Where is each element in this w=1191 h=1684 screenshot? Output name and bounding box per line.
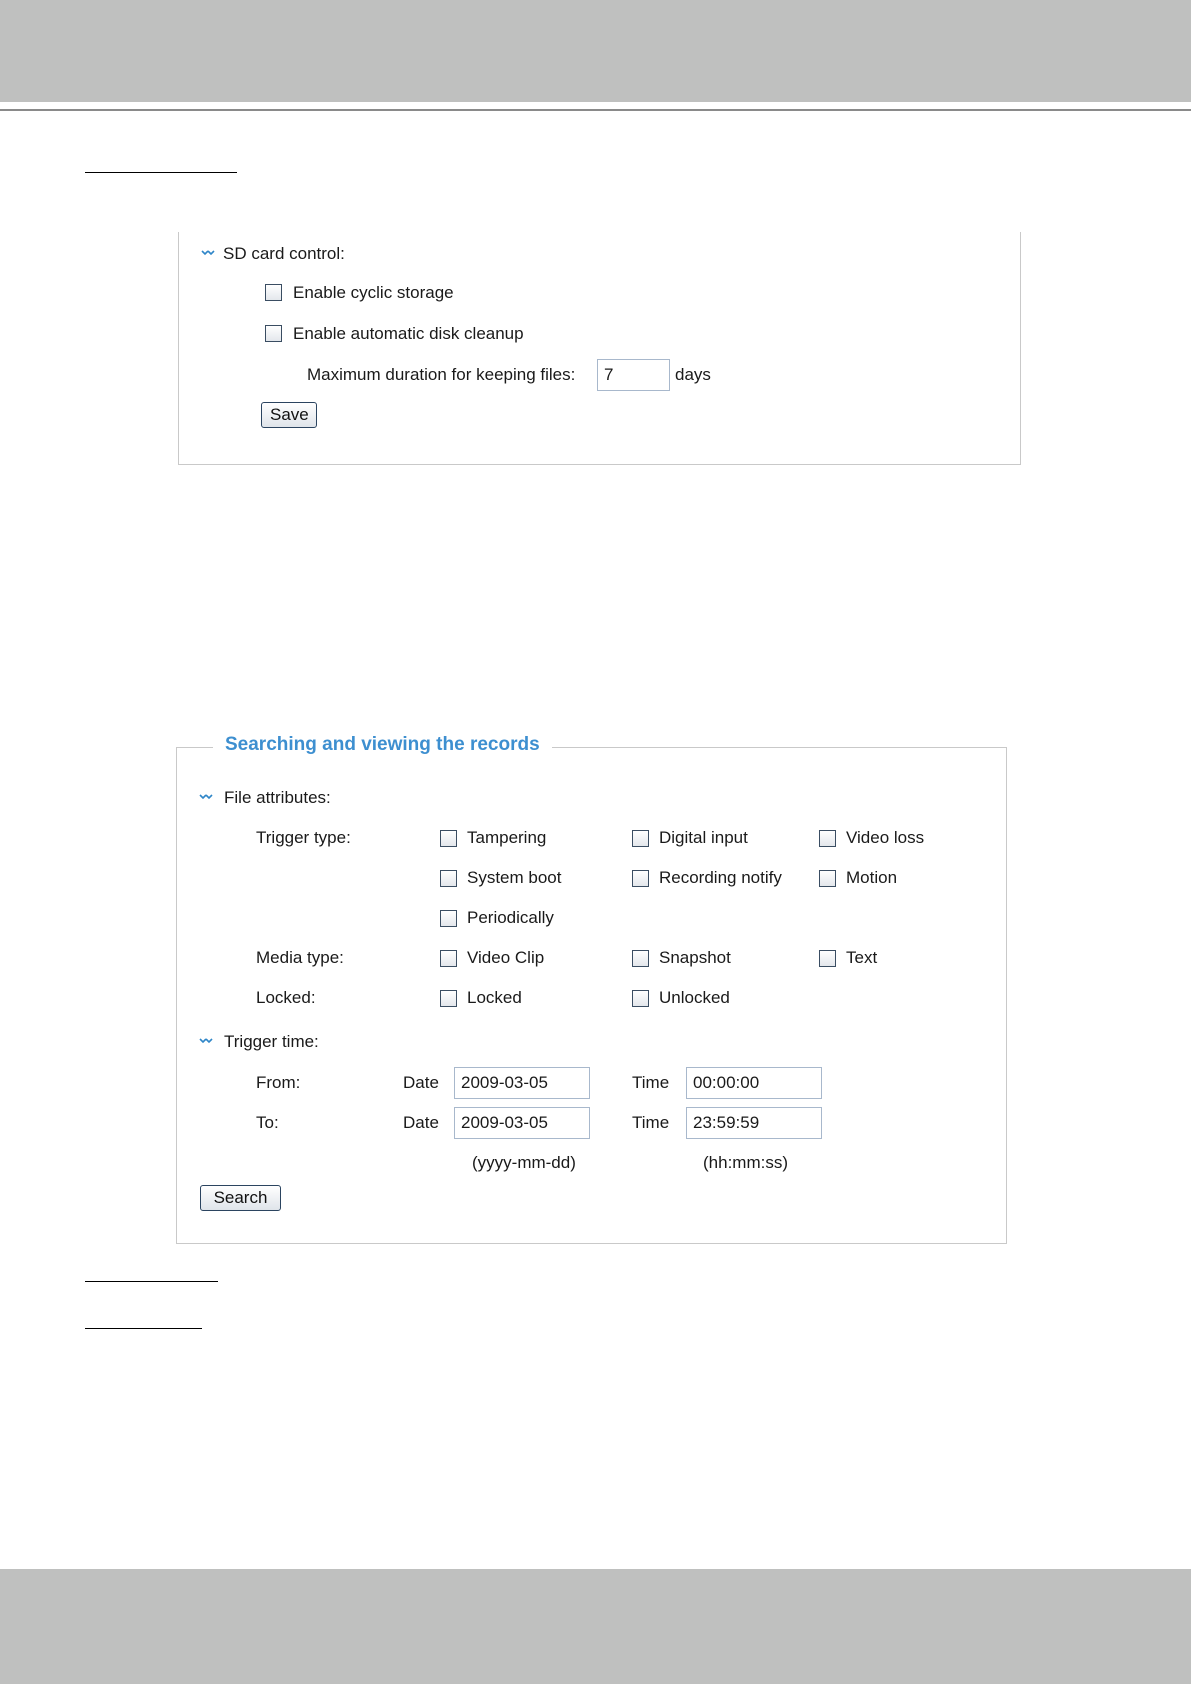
time-format-hint: (hh:mm:ss)	[703, 1153, 788, 1172]
enable-cyclic-storage-checkbox[interactable]	[265, 284, 282, 301]
from-time-input[interactable]	[686, 1067, 822, 1099]
enable-disk-cleanup-checkbox[interactable]	[265, 325, 282, 342]
text-label: Text	[846, 948, 878, 967]
video-loss-checkbox[interactable]	[819, 830, 836, 847]
double-chevron-down-icon	[199, 1037, 213, 1047]
from-date-label: Date	[403, 1073, 439, 1092]
recording-notify-checkbox[interactable]	[632, 870, 649, 887]
enable-disk-cleanup-label: Enable automatic disk cleanup	[293, 324, 524, 343]
from-label: From:	[256, 1073, 301, 1092]
text-checkbox[interactable]	[819, 950, 836, 967]
max-duration-label: Maximum duration for keeping files:	[307, 365, 576, 384]
locked-checkbox[interactable]	[440, 990, 457, 1007]
tampering-label: Tampering	[467, 828, 547, 847]
media-type-label: Media type:	[256, 948, 344, 967]
sd-card-control-panel	[178, 232, 1021, 465]
video-clip-checkbox[interactable]	[440, 950, 457, 967]
system-boot-label: System boot	[467, 868, 562, 887]
recording-notify-label: Recording notify	[659, 868, 782, 887]
heading-underline-2	[85, 1281, 218, 1282]
date-format-hint: (yyyy-mm-dd)	[472, 1153, 576, 1172]
from-time-label: Time	[632, 1073, 670, 1092]
video-clip-label: Video Clip	[467, 948, 545, 967]
from-date-input[interactable]	[454, 1067, 590, 1099]
sd-card-control-title: SD card control:	[223, 244, 345, 263]
header-rule	[0, 109, 1191, 111]
days-unit-label: days	[675, 365, 711, 384]
save-button[interactable]: Save	[261, 402, 317, 428]
trigger-type-label: Trigger type:	[256, 828, 351, 847]
file-attributes-title: File attributes:	[224, 788, 331, 807]
double-chevron-down-icon	[201, 249, 215, 259]
snapshot-checkbox[interactable]	[632, 950, 649, 967]
to-time-input[interactable]	[686, 1107, 822, 1139]
double-chevron-down-icon	[199, 793, 213, 803]
unlocked-checkbox[interactable]	[632, 990, 649, 1007]
trigger-time-title: Trigger time:	[224, 1032, 319, 1051]
motion-label: Motion	[846, 868, 898, 887]
search-button[interactable]: Search	[200, 1185, 281, 1211]
periodically-checkbox[interactable]	[440, 910, 457, 927]
locked-option-label: Locked	[467, 988, 522, 1007]
periodically-label: Periodically	[467, 908, 554, 927]
page-footer-band	[0, 1569, 1191, 1684]
to-time-label: Time	[632, 1113, 670, 1132]
video-loss-label: Video loss	[846, 828, 925, 847]
motion-checkbox[interactable]	[819, 870, 836, 887]
digital-input-label: Digital input	[659, 828, 748, 847]
to-label: To:	[256, 1113, 279, 1132]
heading-underline-3	[85, 1328, 202, 1329]
heading-underline-1	[85, 172, 237, 173]
to-date-input[interactable]	[454, 1107, 590, 1139]
max-duration-input[interactable]	[597, 359, 670, 391]
enable-cyclic-storage-label: Enable cyclic storage	[293, 283, 454, 302]
to-date-label: Date	[403, 1113, 439, 1132]
locked-label: Locked:	[256, 988, 316, 1007]
system-boot-checkbox[interactable]	[440, 870, 457, 887]
tampering-checkbox[interactable]	[440, 830, 457, 847]
unlocked-option-label: Unlocked	[659, 988, 730, 1007]
digital-input-checkbox[interactable]	[632, 830, 649, 847]
page-header-band	[0, 0, 1191, 102]
search-records-legend: Searching and viewing the records	[213, 734, 552, 756]
snapshot-label: Snapshot	[659, 948, 731, 967]
search-records-panel	[176, 734, 1007, 1244]
